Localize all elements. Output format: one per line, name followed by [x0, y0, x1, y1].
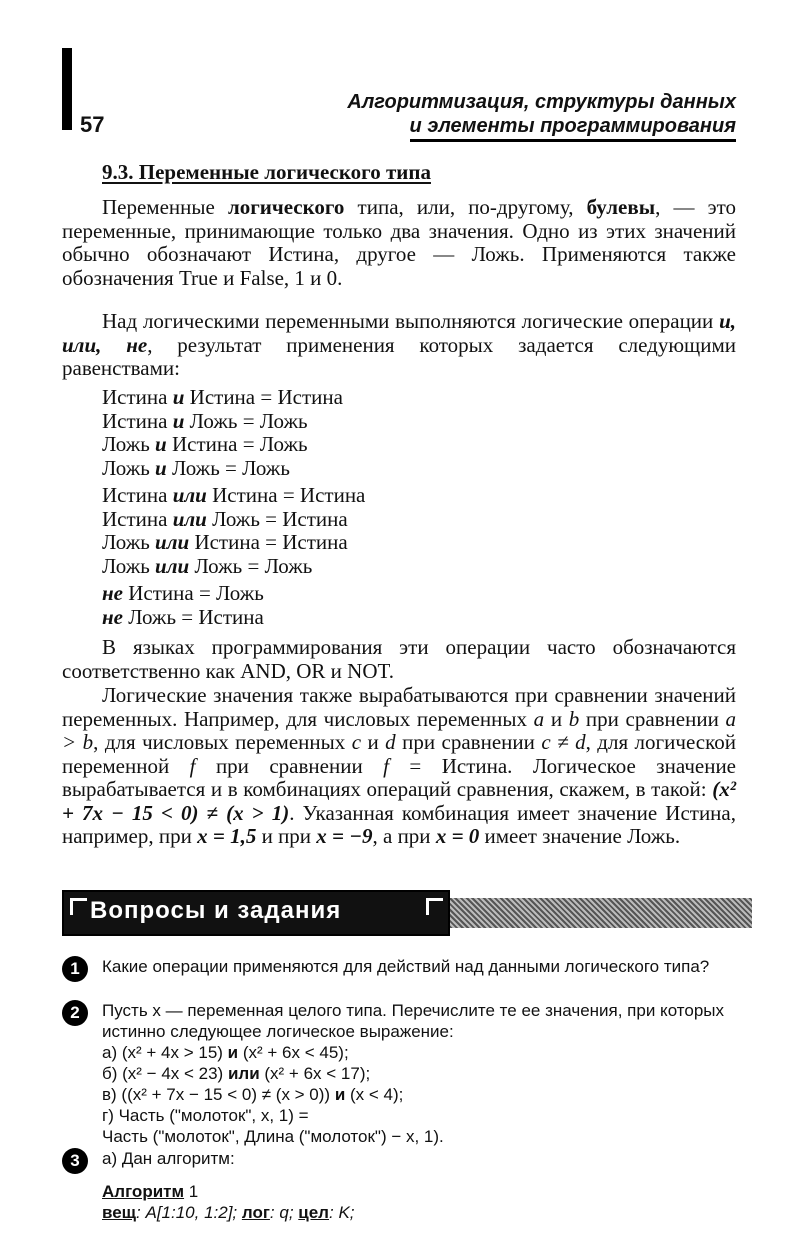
question-number-badge: 3: [62, 1148, 88, 1174]
text-run: типа, или, по-другому,: [344, 195, 587, 219]
algorithm-title: Алгоритм 1: [102, 1182, 199, 1201]
section-title: 9.3. Переменные логического типа: [102, 160, 431, 184]
not-truth-table: [102, 582, 264, 629]
question-number-badge: 1: [62, 956, 88, 982]
table-row: не Истина = Ложь: [102, 581, 264, 605]
term-logical: логического: [227, 195, 345, 219]
banner-title: Вопросы и задания: [90, 897, 342, 924]
text-run: Переменные: [102, 195, 228, 219]
text-run: Над логическими переменными выполняются логические операции: [102, 309, 720, 333]
question-text: а) Дан алгоритм:: [102, 1149, 235, 1168]
operations-list: и, или, не: [62, 309, 736, 357]
sub-question-a: а) (x² + 4x > 15) и (x² + 6x < 45);: [102, 1043, 349, 1062]
running-header-line2: и элементы программирования: [410, 114, 736, 142]
question-number-badge: 2: [62, 1000, 88, 1026]
table-row: Истина и Истина = Истина: [102, 385, 343, 409]
table-row: Ложь или Ложь = Ложь: [102, 553, 313, 578]
running-header-line1: Алгоритмизация, структуры данных: [347, 91, 736, 113]
paragraph-intro: [62, 196, 736, 290]
algorithm-declarations: вещ: A[1:10, 1:2]; лог: q; цел: K;: [102, 1203, 355, 1222]
question-1: [62, 956, 742, 977]
question-text: Какие операции применяются для действий над данными логического типа?: [102, 957, 710, 976]
margin-bar: [62, 48, 72, 130]
table-row: Ложь или Истина = Истина: [102, 530, 348, 554]
table-row: Истина или Истина = Истина: [102, 483, 366, 507]
sub-question-b: б) (x² − 4x < 23) или (x² + 6x < 17);: [102, 1064, 371, 1083]
or-truth-table: [102, 484, 365, 578]
questions-banner: [62, 890, 752, 936]
page-number: 57: [80, 112, 105, 137]
running-header: [347, 90, 736, 142]
sub-question-d: г) Часть ("молоток", x, 1) =: [102, 1106, 309, 1125]
text-run: , результат применения которых задается следующими равенствами:: [62, 332, 736, 380]
banner-hatch-pattern: [450, 898, 752, 928]
question-text: Пусть x — переменная целого типа. Перечислите те ее значения, при которых истинно следующее логическое выражение:: [102, 1001, 724, 1041]
corner-bracket-icon: [70, 898, 87, 915]
paragraph-operations: [62, 310, 736, 381]
sub-question-d-cont: Часть ("молоток", Длина ("молоток") − x, 1).: [102, 1127, 444, 1146]
paragraph-languages: [62, 636, 736, 683]
table-row: Ложь и Ложь = Ложь: [102, 455, 290, 480]
corner-bracket-icon: [426, 898, 443, 915]
text-run: , — это переменные, принимающие только два значения. Одно из этих значений обычно обозначают Истина, другое — Ложь. Применяются также обозначения True и False, 1 и 0.: [62, 195, 736, 290]
and-truth-table: [102, 386, 343, 480]
banner-dark-panel: [62, 890, 450, 936]
paragraph-comparisons: Логические значения также вырабатываются при сравнении значений переменных. Например, для числовых переменных a и b при сравнении a > b, для числовых переменных c и d при сравнении c ≠ d, для логической переменной f при сравнении f = Истина. Логическое значение вырабатывается и в комбинациях операций сравнения, скажем, в такой: (x² + 7x − 15 < 0) ≠ (x > 1). Указанная комбинация имеет значение Истина, например, при x = 1,5 и при x = −9, а при x = 0 имеет значение Ложь.: [62, 683, 737, 848]
table-row: Истина или Ложь = Истина: [102, 506, 348, 531]
table-row: Ложь и Истина = Ложь: [102, 432, 308, 456]
table-row: не Ложь = Истина: [102, 604, 264, 629]
question-2: [62, 1000, 742, 1147]
term-boolean: булевы: [586, 195, 656, 219]
text-run: В языках программирования эти операции часто обозначаются соответственно как AND, OR и NOT.: [62, 635, 736, 683]
table-row: Истина и Ложь = Ложь: [102, 408, 308, 433]
question-3: [62, 1148, 742, 1223]
sub-question-c: в) ((x² + 7x − 15 < 0) ≠ (x > 0)) и (x < 4);: [102, 1085, 404, 1104]
